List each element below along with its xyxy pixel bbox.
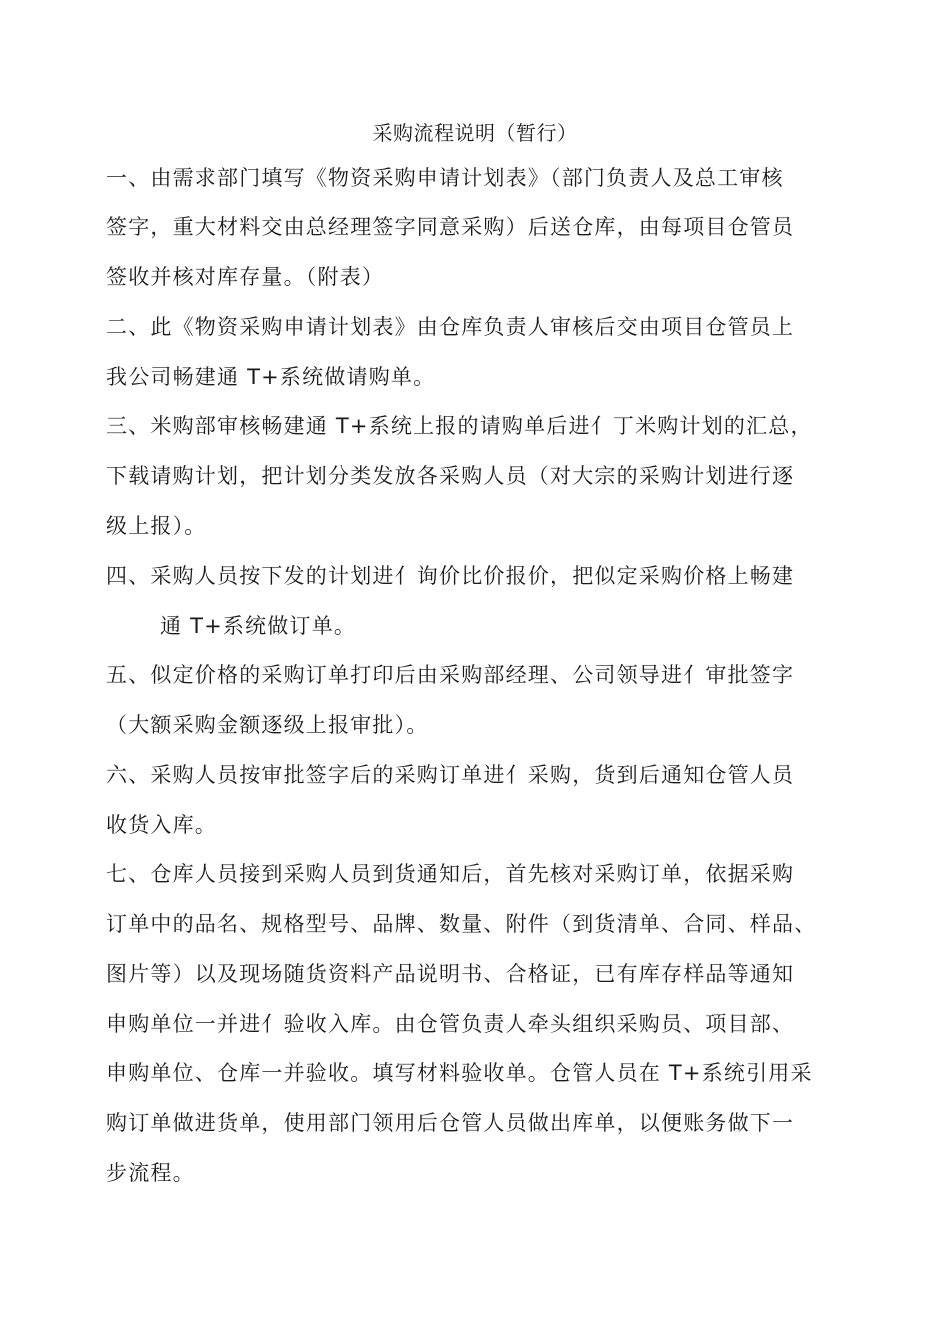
paragraph-line: 收货入库。: [106, 813, 217, 837]
paragraph-line: 五、似定价格的采购订单打印后由采购部经理、公司领导进亻审批签字: [106, 663, 795, 687]
paragraph-line: 七、仓库人员接到采购人员到货通知后，首先核对采购订单，依据采购: [106, 862, 795, 886]
document-title: 采购流程说明（暂行）: [372, 121, 578, 145]
paragraph-line: 六、采购人员按审批签字后的采购订单进亻采购，货到后通知仓管人员: [106, 763, 795, 787]
paragraph-line: 申购单位一并进亻验收入库。由仓管负责人牵头组织采购员、项目部、: [106, 1012, 795, 1036]
paragraph-line: 签收并核对库存量。（附表）: [106, 265, 385, 289]
paragraph-line: 二、此《物资采购申请计划表》由仓库负责人审核后交由项目仓管员上: [106, 315, 795, 339]
paragraph-line: （大额采购金额逐级上报审批）。: [106, 713, 429, 737]
paragraph-line: 一、由需求部门填写《物资采购申请计划表》（部门负责人及总工审核: [106, 166, 784, 190]
paragraph-line: 通 T+系统做订单。: [160, 614, 357, 638]
paragraph-line: 我公司畅建通 T+系统做请购单。: [106, 365, 436, 389]
paragraph-line: 三、米购部审核畅建通 T+系统上报的请购单后进亻丁米购计划的汇总，: [106, 414, 813, 438]
paragraph-line: 图片等）以及现场随货资料产品说明书、合格证，已有库存样品等通知: [106, 962, 795, 986]
paragraph-line: 订单中的品名、规格型号、品牌、数量、附件（到货清单、合同、样品、: [106, 912, 817, 936]
paragraph-line: 步流程。: [106, 1161, 195, 1185]
paragraph-line: 申购单位、仓库一并验收。填写材料验收单。仓管人员在 T+系统引用采: [106, 1061, 813, 1085]
paragraph-line: 签字，重大材料交由总经理签字同意采购）后送仓库，由每项目仓管员: [106, 215, 795, 239]
paragraph-line: 四、采购人员按下发的计划进亻询价比价报价，把似定采购价格上畅建: [106, 564, 795, 588]
paragraph-line: 购订单做进货单，使用部门领用后仓管人员做出库单，以便账务做下一: [106, 1111, 795, 1135]
paragraph-line: 下载请购计划，把计划分类发放各采购人员（对大宗的采购计划进行逐: [106, 464, 795, 488]
paragraph-line: 级上报）。: [106, 514, 207, 538]
